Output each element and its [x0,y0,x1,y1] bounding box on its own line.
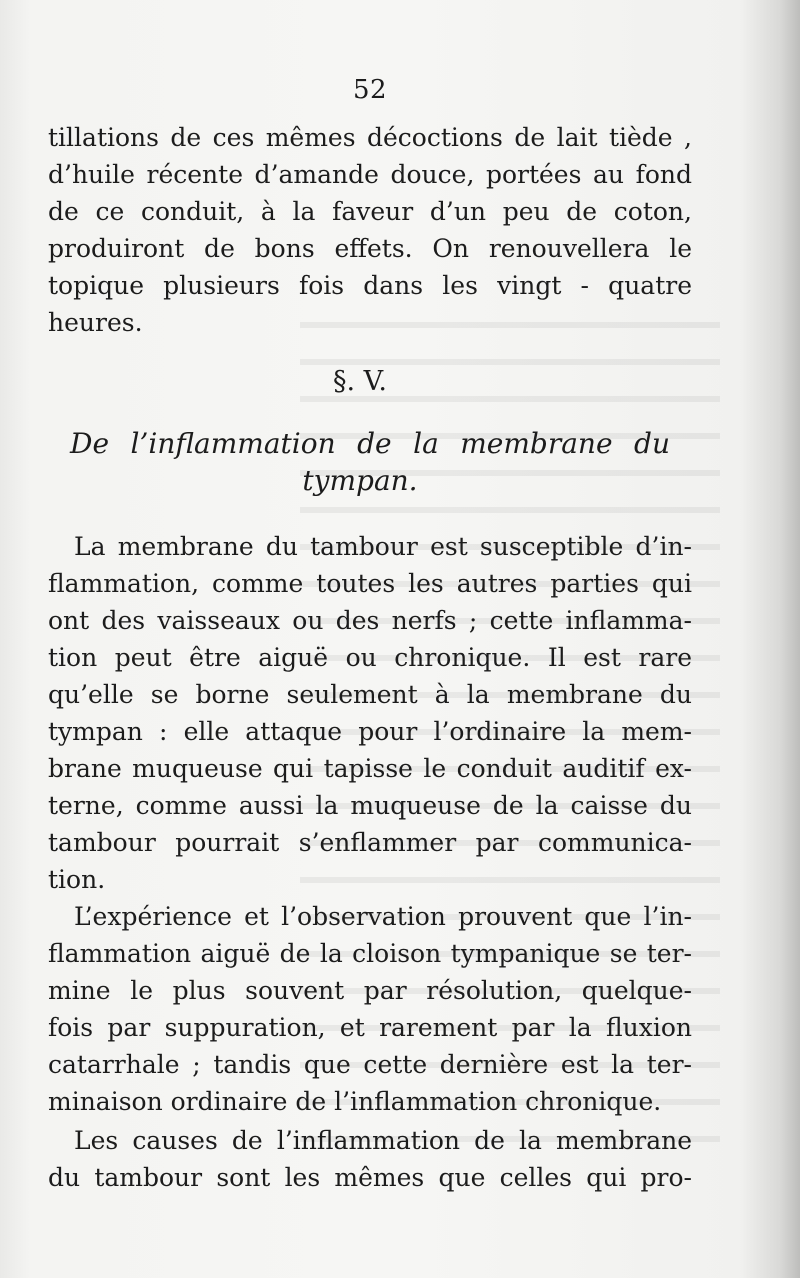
text-line: tillations de ces mêmes décoctions de lait tiède , [48,123,692,152]
text-line: heures. [48,308,143,337]
text-line: tambour pourrait s’enflammer par communica- [48,828,692,857]
section-heading-continued: tympan. [302,464,418,497]
text-line: L’expérience et l’observation prouvent que l’in- [74,902,692,931]
text-line: du tambour sont les mêmes que celles qui pro- [48,1163,692,1192]
text-line: mine le plus souvent par résolution, quelque- [48,976,692,1005]
text-line: tion. [48,865,106,894]
text-line: qu’elle se borne seulement à la membrane du [48,680,692,709]
text-line: brane muqueuse qui tapisse le conduit auditif ex- [48,754,692,783]
text-line: terne, comme aussi la muqueuse de la caisse du [48,791,692,820]
text-line: catarrhale ; tandis que cette dernière est la ter- [48,1050,692,1079]
text-line: flammation, comme toutes les autres parties qui [48,569,692,598]
page-number: 52 [352,75,388,105]
text-line: d’huile récente d’amande douce, portées au fond [48,160,692,189]
text-line: flammation aiguë de la cloison tympanique se ter- [48,939,692,968]
text-line: produiront de bons effets. On renouvellera le [48,234,692,263]
text-line: minaison ordinaire de l’inflammation chronique. [48,1087,662,1116]
text-line: de ce conduit, à la faveur d’un peu de coton, [48,197,692,226]
text-line: Les causes de l’inflammation de la membrane [74,1126,692,1155]
text-line: ont des vaisseaux ou des nerfs ; cette inflamma- [48,606,692,635]
section-heading: De l’inflammation de la membrane du [70,427,670,460]
text-line: La membrane du tambour est susceptible d’in- [74,532,692,561]
text-line: fois par suppuration, et rarement par la fluxion [48,1013,692,1042]
text-line: tion peut être aiguë ou chronique. Il est rare [48,643,692,672]
text-line: tympan : elle attaque pour l’ordinaire la mem- [48,717,692,746]
text-line: topique plusieurs fois dans les vingt - quatre [48,271,692,300]
section-number: §. V. [332,366,388,397]
